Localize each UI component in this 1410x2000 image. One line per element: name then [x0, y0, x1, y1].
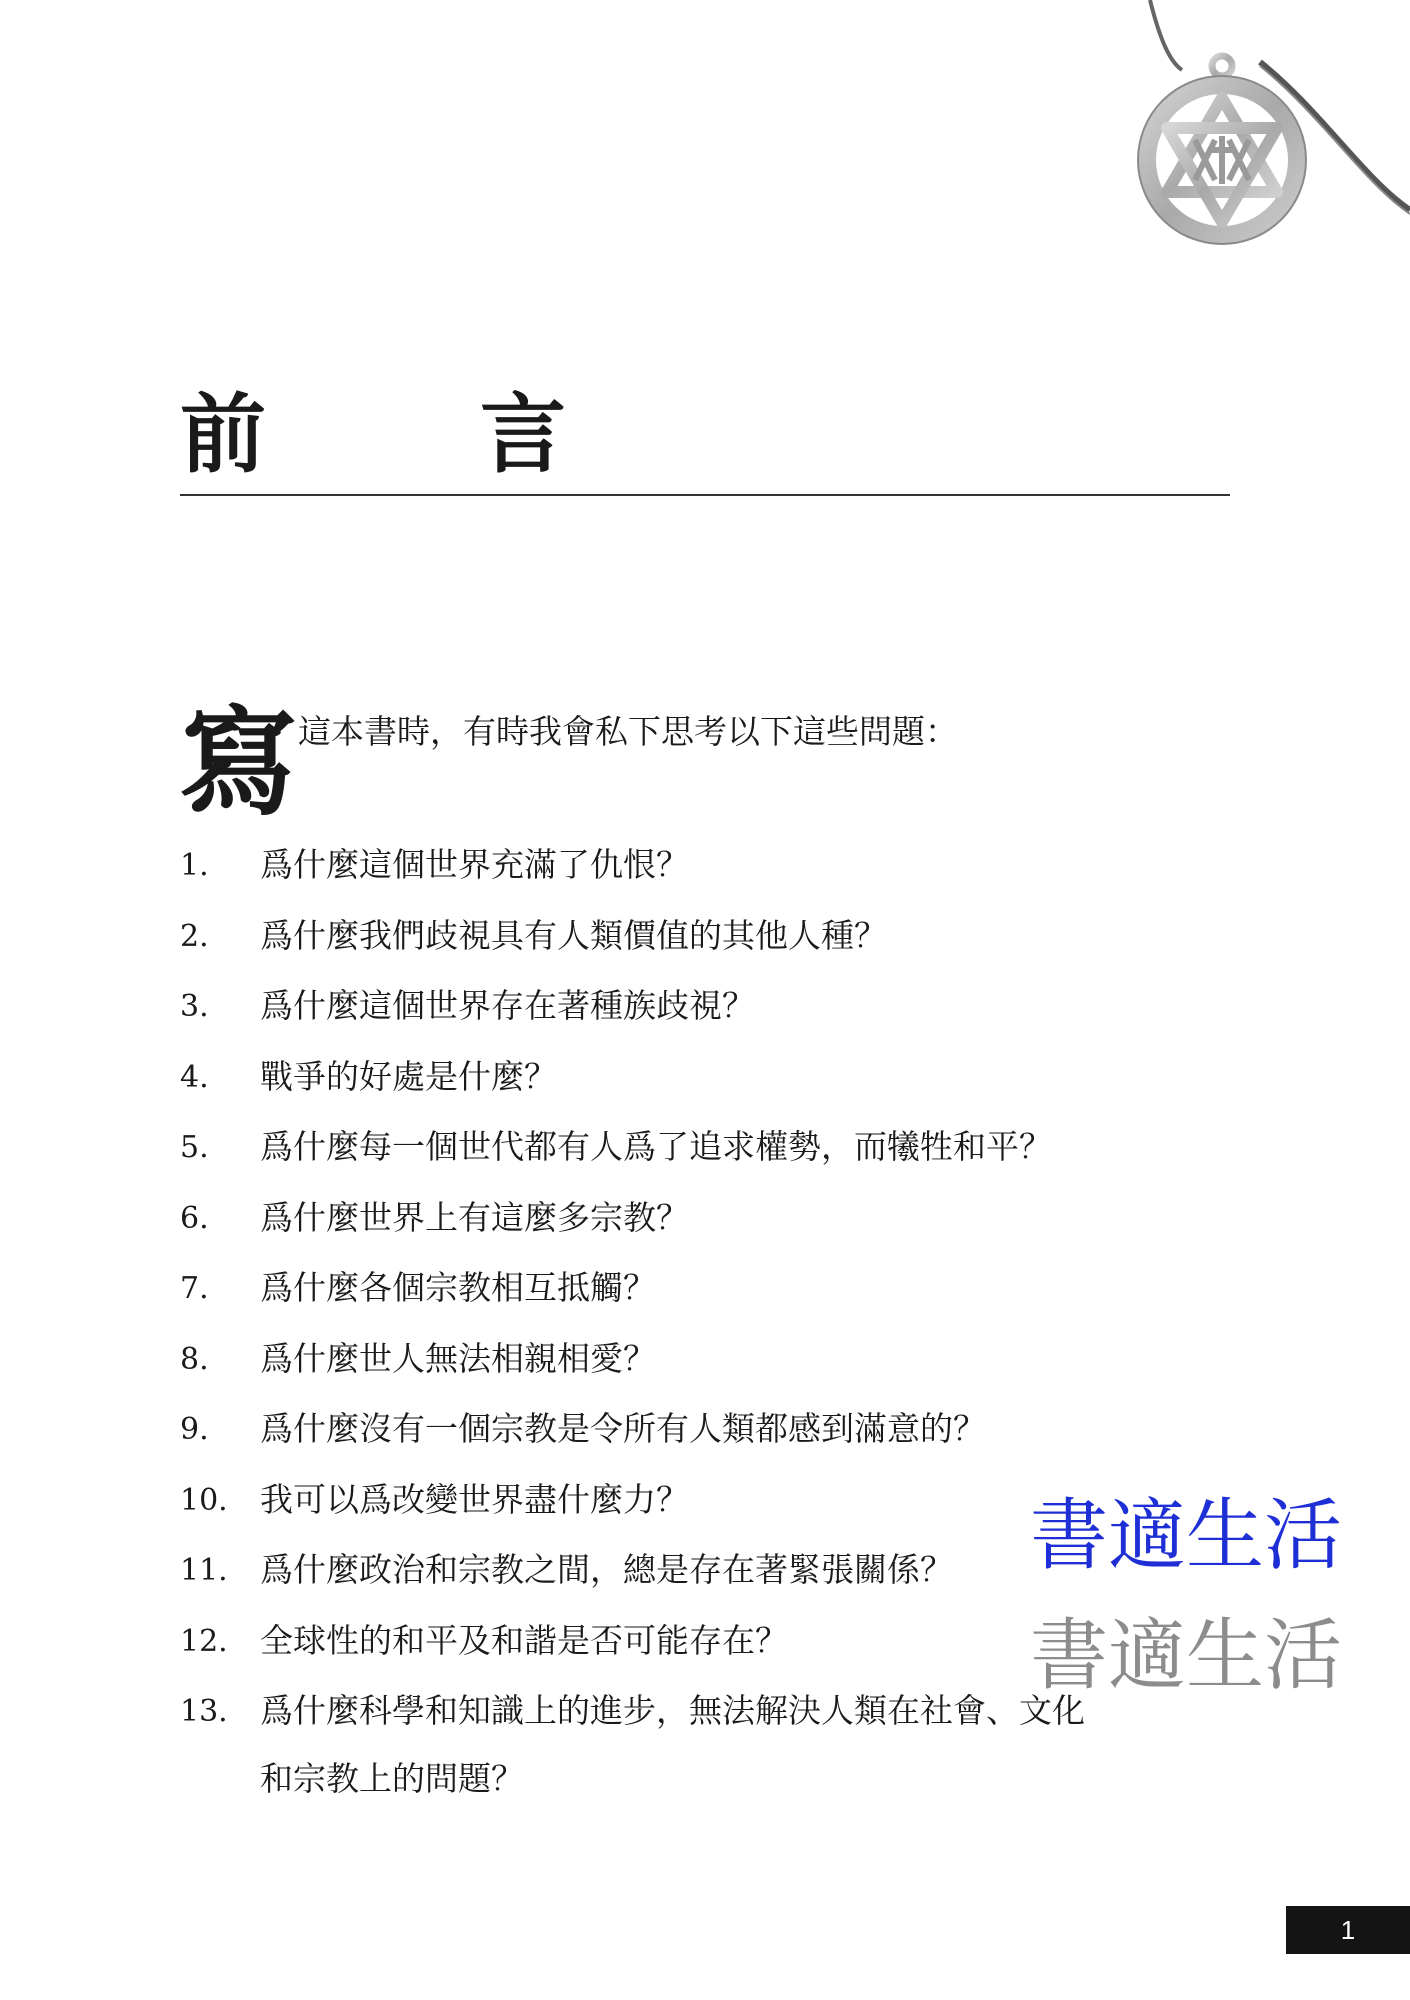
- intro-text: 這本書時，有時我會私下思考以下這些問題：: [298, 712, 958, 751]
- item-text: 爲什麼政治和宗教之間，總是存在著緊張關係？: [260, 1550, 953, 1589]
- watermark-gray: 書適生活: [1030, 1611, 1343, 1701]
- item-number: 10.: [180, 1482, 228, 1518]
- item-text: 爲什麼每一個世代都有人爲了追求權勢，而犧牲和平？: [260, 1127, 1052, 1166]
- item-text: 爲什麼各個宗教相互抵觸？: [260, 1268, 656, 1307]
- item-number: 12.: [180, 1623, 228, 1659]
- item-number: 11.: [180, 1553, 228, 1588]
- item-number: 6.: [180, 1200, 209, 1236]
- page-number: 1: [1286, 1906, 1410, 1954]
- item-text-continuation: 和宗教上的問題？: [260, 1759, 524, 1798]
- list-item: [180, 1410, 1240, 1481]
- item-number: 3.: [180, 989, 209, 1024]
- item-text: 爲什麼世人無法相親相愛？: [260, 1338, 656, 1378]
- list-item: [180, 1691, 1240, 1798]
- list-item: [180, 1269, 1240, 1340]
- star-of-david-pendant-icon: [1110, 0, 1410, 280]
- list-item: [180, 1340, 1240, 1411]
- item-text: 爲什麼這個世界存在著種族歧視？: [260, 986, 755, 1025]
- item-number: 2.: [180, 918, 209, 954]
- item-number: 4.: [180, 1059, 209, 1095]
- list-item: [180, 917, 1240, 988]
- page-title: 前 言: [180, 384, 658, 485]
- list-item: [180, 1199, 1240, 1270]
- item-number: 7.: [180, 1271, 209, 1306]
- item-text: 爲什麼我們歧視具有人類價值的其他人種？: [260, 915, 887, 955]
- item-number: 13.: [180, 1694, 228, 1729]
- list-item: [180, 846, 1240, 917]
- item-number: 1.: [180, 848, 209, 883]
- item-text: 爲什麼科學和知識上的進步，無法解決人類在社會、文化: [260, 1691, 1085, 1730]
- item-text: 爲什麼這個世界充滿了仇恨？: [260, 845, 689, 884]
- list-item: [180, 1058, 1240, 1129]
- item-text: 爲什麼世界上有這麼多宗教？: [260, 1197, 689, 1237]
- list-item: [180, 987, 1240, 1058]
- item-number: 8.: [180, 1341, 209, 1377]
- item-text: 戰爭的好處是什麼？: [260, 1056, 557, 1096]
- title-underline: [180, 494, 1230, 496]
- drop-cap: 寫: [180, 693, 299, 832]
- item-text: 全球性的和平及和諧是否可能存在？: [260, 1620, 788, 1660]
- item-number: 9.: [180, 1412, 209, 1447]
- item-text: 爲什麼沒有一個宗教是令所有人類都感到滿意的？: [260, 1409, 986, 1448]
- list-item: [180, 1128, 1240, 1199]
- item-number: 5.: [180, 1130, 209, 1165]
- item-text: 我可以爲改變世界盡什麼力？: [260, 1479, 689, 1519]
- watermark-blue: 書適生活: [1030, 1491, 1343, 1581]
